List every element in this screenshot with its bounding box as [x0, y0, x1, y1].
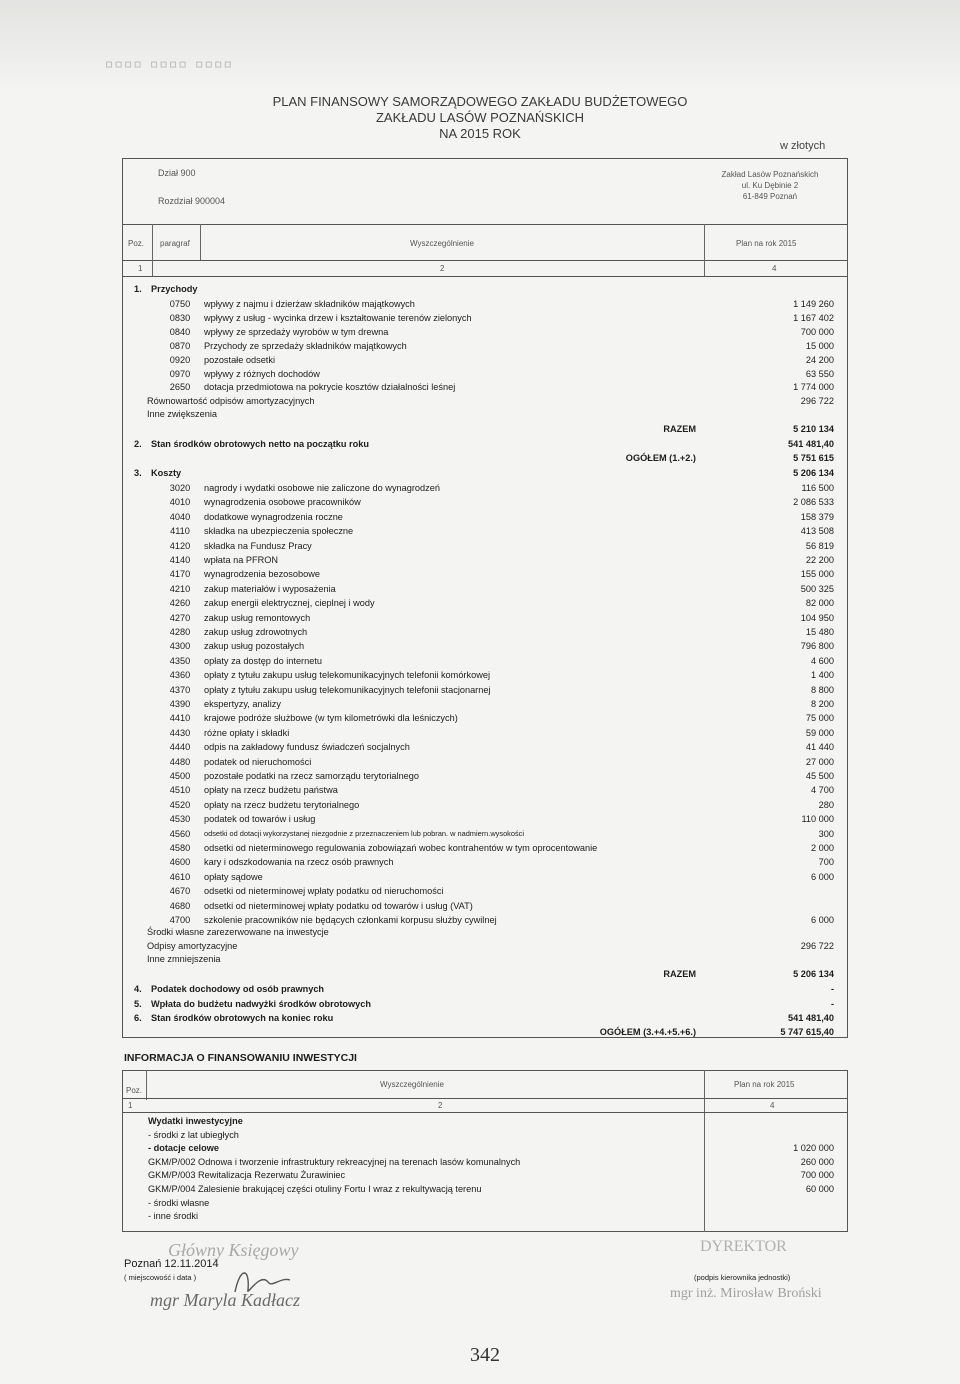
accountant-name: mgr Maryla Kadłacz	[150, 1290, 300, 1310]
org-name: Zakład Lasów Poznańskich	[721, 170, 819, 179]
row-code: 0840	[169, 326, 191, 337]
row-desc: odpis na zakładowy fundusz świadczeń socjalnych	[204, 742, 410, 753]
row-desc: wpłata na PFRON	[204, 555, 279, 565]
row-desc: Równowartość odpisów amortyzacyjnych	[147, 396, 315, 406]
ogolem-value: 5 747 615,40	[780, 1027, 834, 1037]
row-value: 45 500	[805, 771, 834, 781]
row-value: 1 020 000	[793, 1143, 834, 1154]
row-code: 2650	[169, 382, 191, 393]
currency-note: w złotych	[780, 140, 826, 152]
row-value: 27 000	[805, 756, 834, 767]
row-value: 59 000	[805, 727, 834, 738]
row-value: 82 000	[805, 598, 834, 609]
row-desc: Inne zwiększenia	[147, 409, 217, 419]
row-desc: zakup usług zdrowotnych	[204, 627, 308, 637]
ogolem-value: 5 751 615	[793, 453, 834, 463]
col-poz-header: Poz.	[128, 239, 145, 248]
row-desc: odsetki od nieterminowego regulowania zobowiązań wobec kontrahentów w tym oprocentowanie	[204, 843, 598, 853]
row-code: 0750	[169, 299, 191, 309]
row-value: 158 379	[800, 511, 834, 522]
row-code: 4120	[169, 540, 191, 551]
divider	[122, 1112, 848, 1113]
row-code: 4500	[169, 771, 191, 781]
row-value: 6 000	[811, 915, 834, 925]
row-code: 0830	[169, 312, 191, 323]
row-code: 4530	[169, 814, 191, 825]
dzial-label: Dział 900	[158, 168, 196, 178]
row-desc: wpływy z usług - wycinka drzew i kształtowanie terenów zielonych	[204, 312, 472, 323]
inv-col-num-1: 1	[128, 1101, 133, 1110]
row-code: 4680	[169, 900, 191, 911]
row-value: 24 200	[805, 354, 834, 365]
row-desc: Inne zmniejszenia	[147, 954, 221, 964]
row-code: 4210	[169, 583, 191, 594]
divider	[122, 260, 848, 261]
row-desc: - inne środki	[148, 1211, 199, 1222]
row-value: 116 500	[801, 483, 834, 493]
row-value: 4 700	[811, 785, 834, 796]
row-value: 15 480	[805, 627, 834, 637]
row-value: 104 950	[800, 612, 834, 623]
row-desc: odsetki od nieterminowej wpłaty podatku od nieruchomości	[204, 886, 444, 897]
row-value: 63 550	[805, 368, 834, 379]
row-code: 4360	[169, 670, 191, 681]
row-code: 4300	[169, 641, 191, 652]
row-code: 4430	[169, 727, 191, 738]
section-label: Przychody	[151, 284, 198, 294]
row-value: 260 000	[800, 1156, 834, 1167]
row-value: 700	[818, 857, 834, 868]
row-desc: pozostałe podatki na rzecz samorządu terytorialnego	[204, 771, 420, 781]
inv-col-desc: Wyszczególnienie	[380, 1080, 444, 1089]
column-divider	[704, 224, 705, 276]
row-desc: składka na Fundusz Pracy	[204, 540, 312, 551]
col-num-4: 4	[772, 264, 777, 273]
row-code: 4510	[169, 785, 191, 796]
row-desc: krajowe podróże służbowe (w tym kilometrówki dla leśniczych)	[204, 713, 458, 724]
row-desc: podatek od towarów i usług	[204, 814, 316, 825]
row-value: 56 819	[805, 540, 834, 551]
row-code: 4440	[169, 742, 191, 753]
row-desc: składka na ubezpieczenia społeczne	[204, 526, 354, 537]
row-value: 8 200	[811, 699, 834, 709]
row-desc: opłaty na rzecz budżetu terytorialnego	[204, 799, 360, 810]
row-value: 296 722	[800, 941, 834, 951]
section-number: 3.	[134, 468, 142, 478]
section-label: Koszty	[151, 468, 182, 478]
row-code: 4110	[170, 526, 190, 537]
director-name: mgr inż. Mirosław Broński	[670, 1286, 822, 1301]
row-value: 1 774 000	[793, 382, 834, 393]
investment-title: INFORMACJA O FINANSOWANIU INWESTYCJI	[124, 1052, 357, 1064]
section-value: 5 206 134	[793, 468, 834, 478]
row-value: 500 325	[800, 583, 834, 594]
row-desc: GKM/P/004 Zalesienie brakującej części otuliny Fortu I wraz z rekultywacją terenu	[148, 1184, 482, 1194]
row-code: 4040	[169, 511, 191, 522]
section-label: Podatek dochodowy od osób prawnych	[151, 984, 325, 994]
row-value: 1 400	[811, 670, 834, 681]
row-code: 4260	[169, 598, 191, 609]
row-code: 4560	[169, 828, 191, 839]
col-desc-header: Wyszczególnienie	[410, 239, 474, 248]
row-code: 0970	[169, 368, 191, 379]
row-desc: odsetki od nieterminowej wpłaty podatku od towarów i usług (VAT)	[204, 900, 473, 911]
section-number: 2.	[134, 439, 142, 449]
page-title-line2: ZAKŁADU LASÓW POZNAŃSKICH	[375, 110, 585, 125]
section-label: Stan środków obrotowych na koniec roku	[151, 1013, 334, 1023]
row-desc: Odpisy amortyzacyjne	[147, 941, 238, 951]
row-code: 0920	[169, 354, 191, 365]
row-code: 0870	[169, 340, 191, 351]
signature-note: (podpis kierownika jednostki)	[694, 1273, 791, 1282]
ogolem-label: OGÓŁEM (3.+4.+5.+6.)	[599, 1027, 696, 1037]
row-value: 2 000	[811, 843, 834, 853]
row-code: 4600	[169, 857, 191, 868]
row-code: 4140	[169, 555, 191, 565]
row-desc: GKM/P/003 Rewitalizacja Rezerwatu Żurawiniec	[148, 1170, 346, 1181]
row-value: 2 086 533	[793, 497, 834, 508]
row-value: 296 722	[800, 396, 834, 406]
org-city: 61-849 Poznań	[742, 192, 798, 201]
section-label: Stan środków obrotowych netto na początku roku	[151, 439, 369, 449]
inv-col-num-4: 4	[770, 1101, 775, 1110]
row-value: 155 000	[800, 569, 834, 580]
razem-label: RAZEM	[663, 969, 696, 979]
column-divider	[152, 224, 153, 276]
row-desc: pozostałe odsetki	[204, 354, 275, 365]
row-desc: opłaty z tytułu zakupu usług telekomunikacyjnych telefonii komórkowej	[204, 670, 490, 681]
director-stamp: DYREKTOR	[700, 1238, 787, 1255]
section-number: 6.	[134, 1013, 142, 1023]
row-value: 6 000	[811, 871, 834, 882]
row-value: 700 000	[800, 326, 834, 337]
row-desc: dodatkowe wynagrodzenia roczne	[204, 511, 343, 522]
row-value: 796 800	[800, 641, 834, 652]
section-value: -	[830, 984, 834, 994]
row-code: 4270	[169, 612, 191, 623]
row-desc: zakup usług remontowych	[204, 612, 311, 623]
row-value: 1 149 260	[793, 299, 834, 309]
row-desc: Przychody ze sprzedaży składników majątkowych	[204, 340, 407, 351]
row-value: 300	[818, 828, 834, 839]
page-title-line3: NA 2015 ROK	[439, 126, 521, 141]
divider	[122, 276, 848, 277]
accountant-stamp: Główny Księgowy	[168, 1240, 299, 1260]
razem-label: RAZEM	[663, 424, 696, 434]
section-number: 1.	[134, 284, 142, 294]
row-desc: odsetki od dotacji wykorzystanej niezgodnie z przeznaczeniem lub pobran. w nadmiern.wysokości	[204, 828, 525, 838]
col-plan-header: Plan na rok 2015	[736, 239, 797, 248]
row-desc: - środki z lat ubiegłych	[148, 1129, 239, 1140]
row-code: 4480	[169, 756, 191, 767]
row-code: 4410	[169, 713, 191, 724]
page-title-line1: PLAN FINANSOWY SAMORZĄDOWEGO ZAKŁADU BUDŻETOWEGO	[272, 94, 688, 109]
row-value: 8 800	[811, 684, 834, 695]
row-desc: wpływy z różnych dochodów	[204, 368, 320, 379]
row-code: 4370	[169, 684, 191, 695]
row-value: 280	[818, 799, 834, 810]
ogolem-label: OGÓŁEM (1.+2.)	[625, 453, 696, 463]
row-desc: szkolenie pracowników nie będących członkami korpusu służby cywilnej	[204, 915, 497, 925]
section-number: 5.	[134, 999, 142, 1009]
row-desc: różne opłaty i składki	[204, 727, 290, 738]
row-desc: kary i odszkodowania na rzecz osób prawnych	[204, 857, 394, 868]
row-code: 4520	[169, 799, 191, 810]
row-desc: GKM/P/002 Odnowa i tworzenie infrastruktury rekreacyjnej na terenach lasów komunalnych	[148, 1156, 521, 1167]
row-desc: zakup usług pozostałych	[204, 641, 305, 652]
col-paragraf-header: paragraf	[160, 239, 190, 248]
row-code: 4390	[169, 699, 191, 709]
inv-col-poz: Poz.	[126, 1086, 143, 1095]
divider	[122, 1098, 848, 1099]
row-code: 4350	[169, 655, 191, 666]
row-value: 1 167 402	[793, 312, 834, 323]
divider	[122, 224, 848, 225]
row-value: 413 508	[800, 526, 834, 537]
place-date-note: ( miejscowość i data )	[124, 1273, 197, 1282]
row-desc: ekspertyzy, analizy	[204, 699, 281, 709]
row-value: 700 000	[800, 1170, 834, 1181]
row-desc: nagrody i wydatki osobowe nie zaliczone do wynagrodzeń	[204, 483, 440, 493]
col-num-1: 1	[138, 264, 143, 273]
column-divider	[704, 1070, 705, 1232]
row-desc: zakup materiałów i wyposażenia	[204, 583, 336, 594]
inv-col-num-2: 2	[438, 1101, 443, 1110]
row-desc: wynagrodzenia osobowe pracowników	[204, 497, 361, 508]
inv-col-plan: Plan na rok 2015	[734, 1080, 795, 1089]
row-desc: podatek od nieruchomości	[204, 756, 312, 767]
row-desc: Wydatki inwestycyjne	[148, 1116, 243, 1126]
razem-value: 5 210 134	[793, 424, 834, 434]
row-code: 3020	[169, 483, 191, 493]
column-divider	[200, 224, 201, 260]
org-street: ul. Ku Dębinie 2	[741, 181, 799, 190]
row-desc: opłaty za dostęp do internetu	[204, 655, 322, 666]
section-number: 4.	[134, 984, 142, 994]
section-value: 541 481,40	[788, 439, 834, 449]
col-num-2: 2	[440, 264, 445, 273]
row-value: 60 000	[805, 1184, 834, 1194]
row-code: 4700	[169, 915, 191, 925]
row-value: 22 200	[805, 555, 834, 565]
row-code: 4610	[169, 871, 191, 882]
row-value: 75 000	[805, 713, 834, 724]
row-desc: opłaty z tytułu zakupu usług telekomunikacyjnych telefonii stacjonarnej	[204, 684, 491, 695]
row-desc: Środki własne zarezerwowane na inwestycje	[147, 927, 329, 937]
row-desc: dotacja przedmiotowa na pokrycie kosztów działalności leśnej	[204, 382, 456, 393]
row-desc: opłaty sądowe	[204, 871, 263, 882]
row-desc: opłaty na rzecz budżetu państwa	[204, 785, 338, 796]
page-number: 342	[470, 1344, 500, 1366]
section-value: -	[830, 999, 834, 1009]
row-value: 4 600	[811, 655, 834, 666]
section-value: 541 481,40	[788, 1013, 834, 1023]
row-desc: - dotacje celowe	[148, 1143, 219, 1154]
row-desc: wpływy ze sprzedaży wyrobów w tym drewna	[204, 326, 389, 337]
row-code: 4670	[169, 886, 191, 897]
row-desc: zakup energii elektrycznej, cieplnej i wody	[204, 598, 375, 609]
row-value: 41 440	[805, 742, 834, 753]
row-desc: wynagrodzenia bezosobowe	[204, 569, 320, 580]
row-value: 110 000	[801, 814, 834, 825]
row-code: 4010	[169, 497, 191, 508]
column-divider	[146, 1070, 147, 1100]
row-code: 4580	[169, 843, 191, 853]
row-code: 4170	[169, 569, 191, 580]
section-label: Wpłata do budżetu nadwyżki środków obrotowych	[151, 999, 371, 1009]
row-desc: wpływy z najmu i dzierżaw składników majątkowych	[204, 299, 415, 309]
row-code: 4280	[169, 627, 191, 637]
row-value: 15 000	[805, 340, 834, 351]
faded-stamp: ▫▫▫▫ ▫▫▫▫ ▫▫▫▫	[105, 52, 234, 78]
row-desc: - środki własne	[148, 1197, 210, 1208]
place-date: Poznań 12.11.2014	[124, 1258, 219, 1270]
razem-value: 5 206 134	[793, 969, 834, 979]
rozdzial-label: Rozdział 900004	[158, 196, 226, 206]
